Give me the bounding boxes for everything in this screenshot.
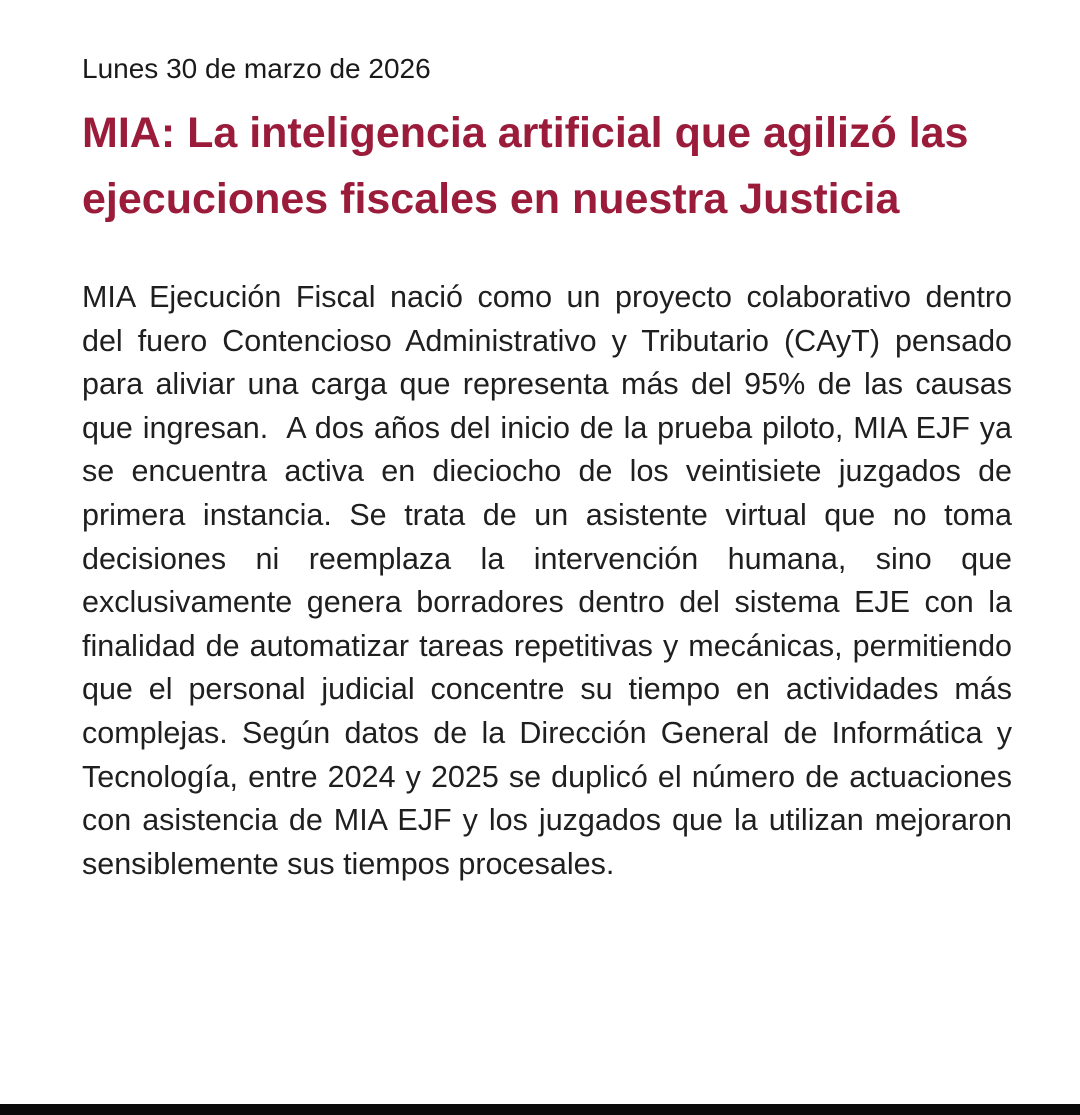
article-body: MIA Ejecución Fiscal nació como un proyecto colaborativo dentro del fuero Contencioso Administrativo y Tributario (CAyT) pensado para aliviar una carga que representa más del 95% de las causas que ingresan. A dos años del inicio de la prueba piloto, MIA EJF ya se encuentra activa en dieciocho de los veintisiete juzgados de primera instancia. Se trata de un asistente virtual que no toma decisiones ni reemplaza la intervención humana, sino que exclusivamente genera borradores dentro del sistema EJE con la finalidad de automatizar tareas repetitivas y mecánicas, permitiendo que el personal judicial concentre su tiempo en actividades más complejas. Según datos de la Dirección General de Informática y Tecnología, entre 2024 y 2025 se duplicó el número de actuaciones con asistencia de MIA EJF y los juzgados que la utilizan mejoraron sensiblemente sus tiempos procesales. [82, 280, 1021, 881]
article-title: MIA: La inteligencia artificial que agilizó las ejecuciones fiscales en nuestra Justicia [82, 109, 969, 223]
bottom-edge-bar [0, 1104, 1080, 1115]
article-date: Lunes 30 de marzo de 2026 [82, 53, 431, 84]
news-article [82, 50, 1021, 886]
